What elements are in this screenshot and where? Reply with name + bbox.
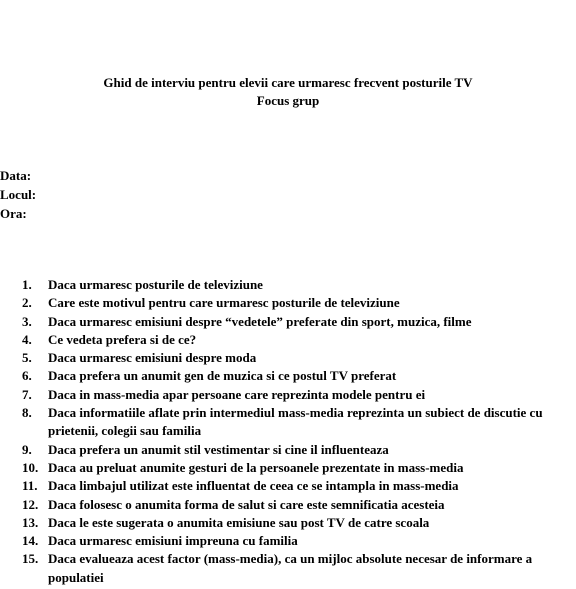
- list-item: [0, 313, 560, 331]
- question-text: Daca urmaresc emisiuni despre moda: [48, 350, 257, 366]
- list-item: [0, 331, 560, 349]
- question-text: Daca evalueaza acest factor (mass-media), ca un mijloc absolute necesar de informare a populatiei: [48, 551, 533, 585]
- question-text: Daca urmaresc emisiuni impreuna cu familia: [48, 533, 298, 549]
- question-text: Daca prefera un anumit stil vestimentar si cine il influenteaza: [48, 441, 389, 457]
- list-item: [0, 496, 560, 514]
- document-title: Ghid de interviu pentru elevii care urmaresc frecvent posturile TV: [103, 75, 473, 90]
- question-number: 9.: [22, 441, 32, 457]
- question-number: 12.: [22, 496, 39, 512]
- list-item: [0, 550, 560, 587]
- question-number: 2.: [22, 295, 32, 311]
- question-number: 4.: [22, 331, 32, 347]
- list-item: [0, 349, 560, 367]
- question-number: 15.: [22, 551, 39, 567]
- question-text: Daca urmaresc posturile de televiziune: [48, 277, 263, 292]
- question-number: 8.: [22, 405, 32, 421]
- list-item: [0, 386, 560, 404]
- question-number: 13.: [22, 514, 39, 530]
- question-text: Daca prefera un anumit gen de muzica si ce postul TV preferat: [48, 368, 397, 384]
- question-number: 6.: [22, 368, 32, 384]
- question-text: Daca in mass-media apar persoane care reprezinta modele pentru ei: [48, 386, 426, 402]
- question-text: Daca au preluat anumite gesturi de la persoanele prezentate in mass-media: [48, 459, 464, 475]
- list-item: [0, 477, 560, 495]
- list-item: [0, 367, 560, 385]
- question-number: 1.: [22, 277, 32, 292]
- question-text: Daca limbajul utilizat este influentat de ceea ce se intampla in mass-media: [48, 478, 459, 494]
- question-number: 5.: [22, 350, 32, 366]
- date-label: Data:: [0, 168, 32, 183]
- list-item: [0, 404, 560, 441]
- question-text: Daca le este sugerata o anumita emisiune sau post TV de catre scoala: [48, 514, 430, 530]
- document-subtitle: Focus grup: [256, 93, 320, 108]
- question-number: 11.: [22, 478, 38, 494]
- question-text: Daca folosesc o anumita forma de salut si care este semnificatia acesteia: [48, 496, 445, 512]
- list-item: [0, 459, 560, 477]
- question-list: [0, 276, 560, 587]
- question-text: Care este motivul pentru care urmaresc posturile de televiziune: [48, 295, 400, 311]
- question-number: 14.: [22, 533, 39, 549]
- interview-meta: [0, 166, 36, 223]
- list-item: [0, 276, 560, 294]
- question-number: 3.: [22, 313, 32, 329]
- place-label: Locul:: [0, 187, 37, 202]
- question-text: Daca informatiile aflate prin intermediul mass-media reprezinta un subiect de discutie cu prietenii, colegii sau familia: [48, 405, 543, 439]
- question-number: 7.: [22, 386, 32, 402]
- question-text: Ce vedeta prefera si de ce?: [48, 331, 197, 347]
- list-item: [0, 532, 560, 550]
- document-header: [0, 74, 576, 110]
- question-text: Daca urmaresc emisiuni despre “vedetele” preferate din sport, muzica, filme: [48, 313, 472, 329]
- question-number: 10.: [22, 459, 39, 475]
- list-item: [0, 514, 560, 532]
- time-label: Ora:: [0, 206, 27, 221]
- list-item: [0, 294, 560, 312]
- list-item: [0, 441, 560, 459]
